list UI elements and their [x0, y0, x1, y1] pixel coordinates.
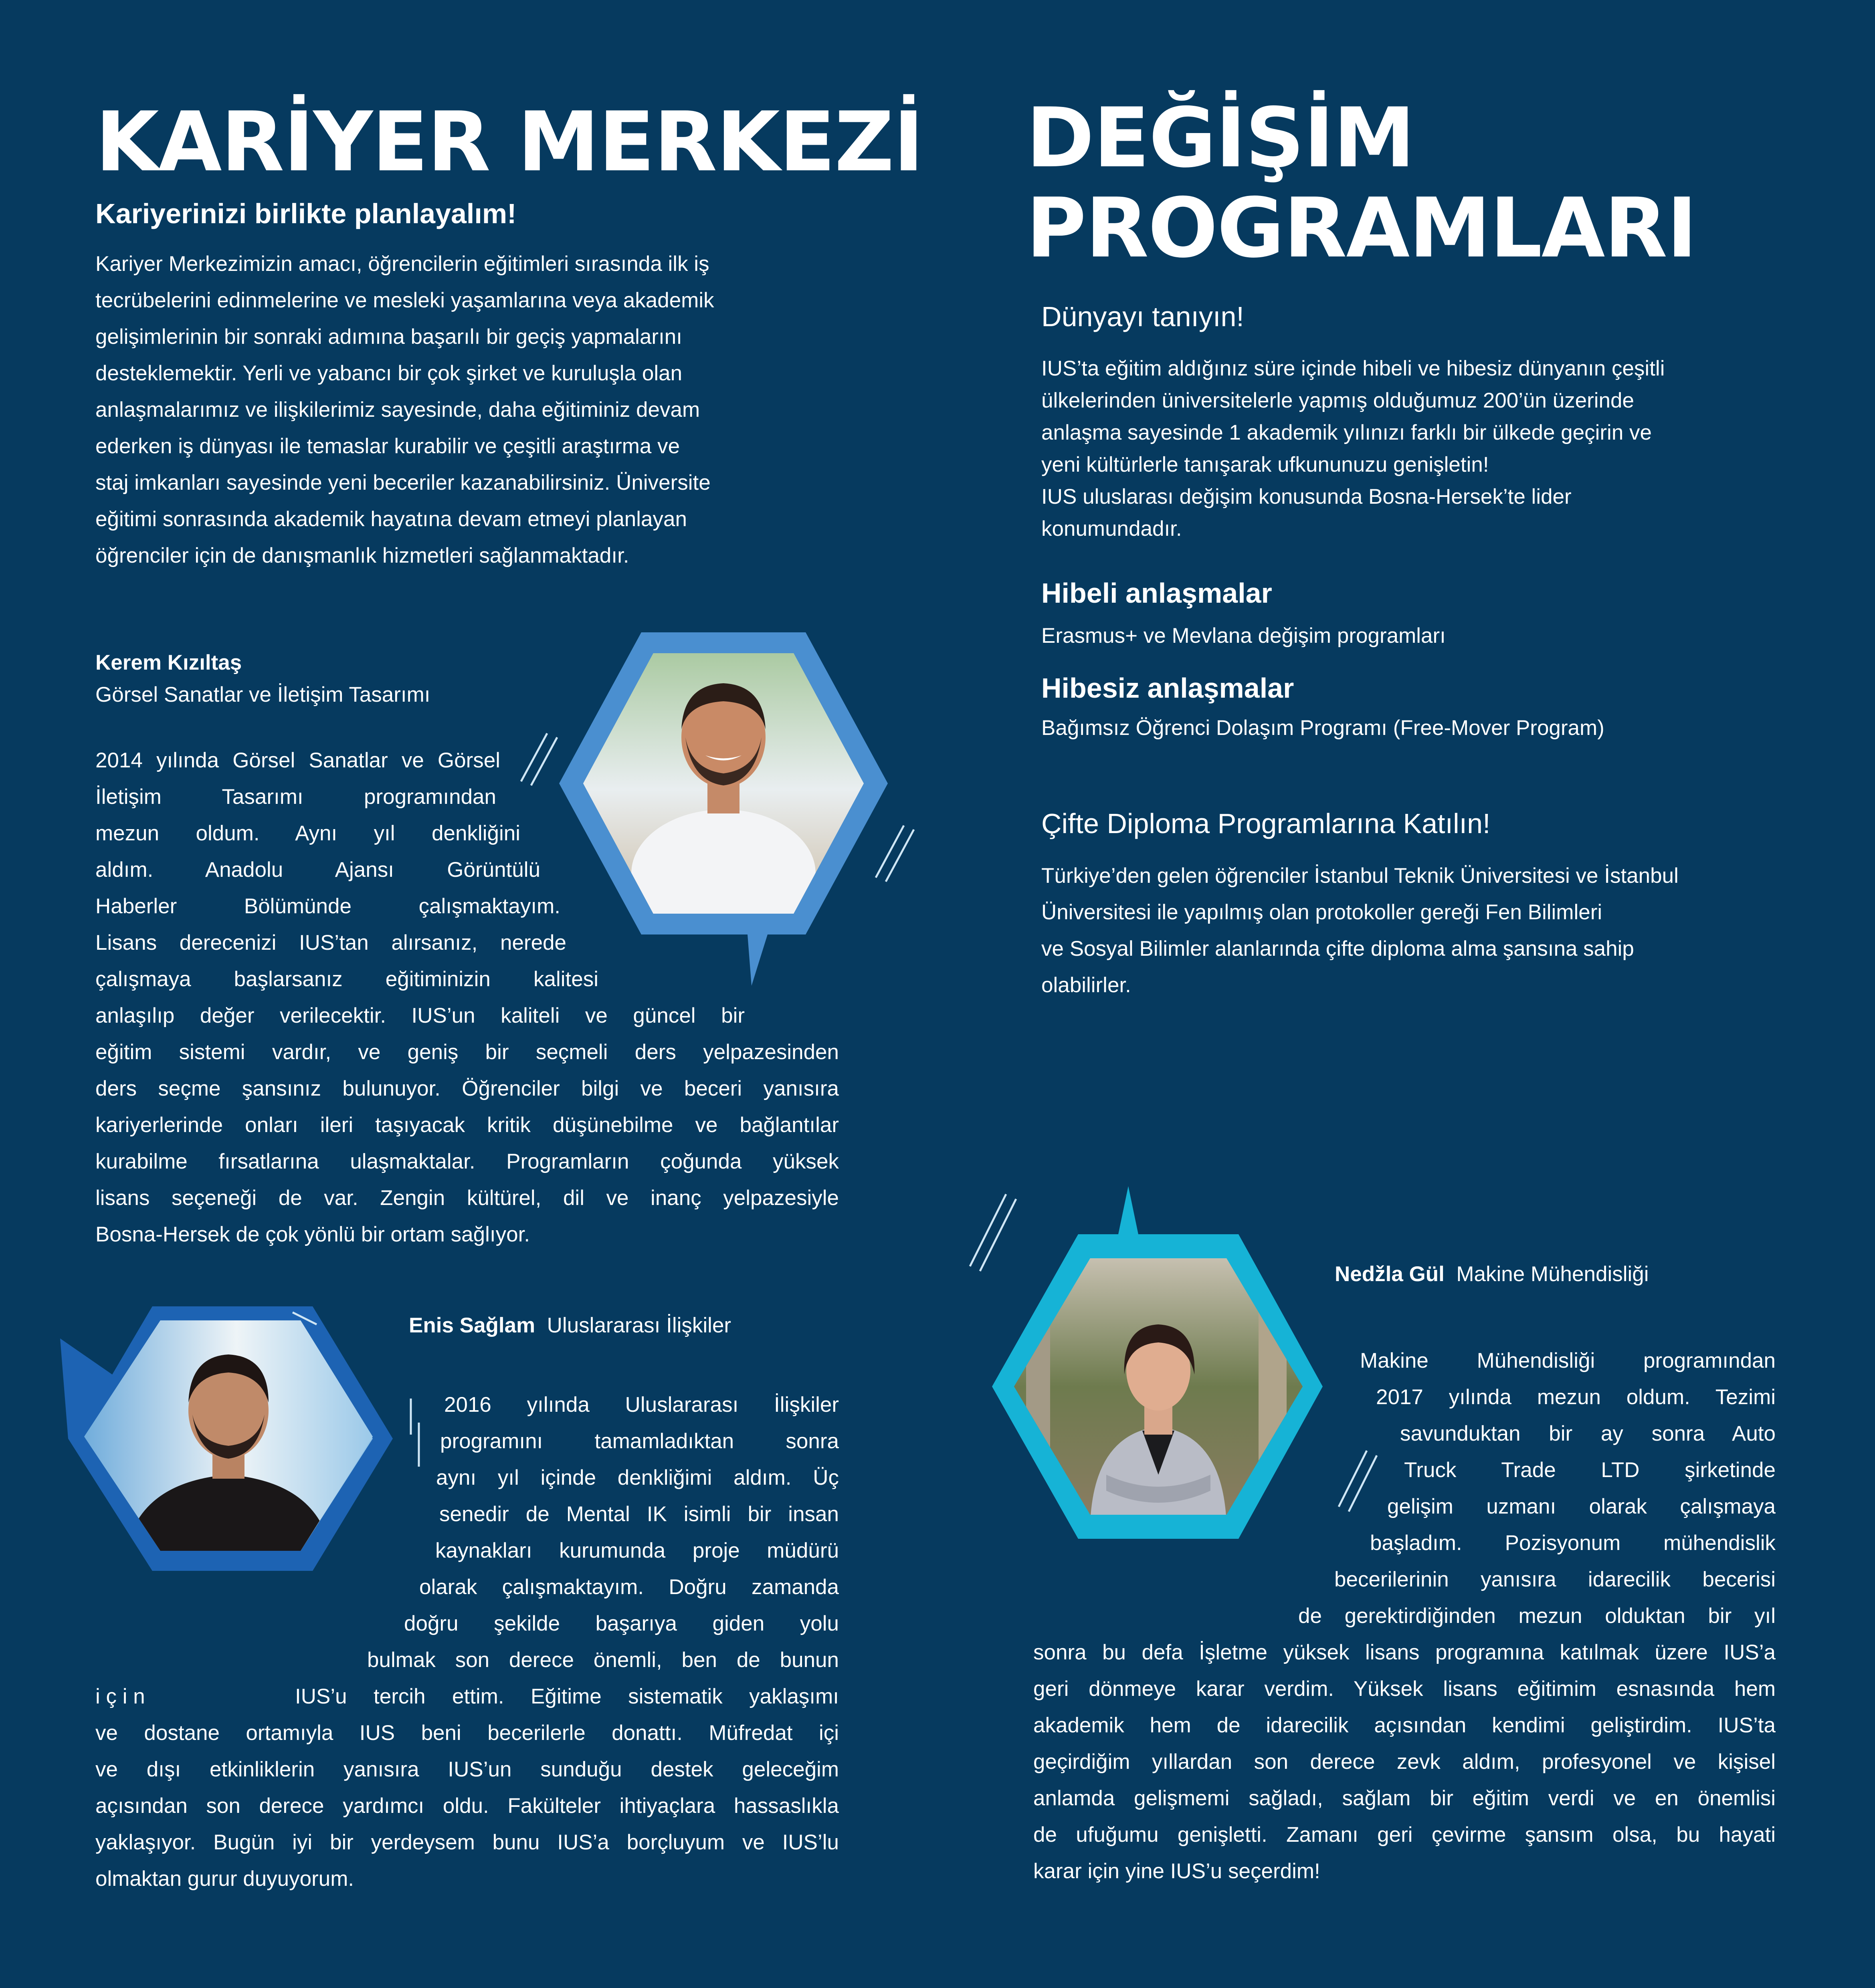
double-diploma-heading: Çifte Diploma Programlarına Katılın!: [1041, 808, 1491, 839]
right-page-title-line1: DEĞİŞİM: [1026, 91, 1414, 186]
left-subtitle: Kariyerinizi birlikte planlayalım!: [95, 198, 517, 229]
double-diploma-text: [1041, 858, 1783, 1003]
testimonial3-program: Makine Mühendisliği: [1456, 1262, 1649, 1286]
testimonial1-line: anlaşılıp değer verilecektir. IUS’un kaliteli ve güncel bir: [95, 1004, 745, 1027]
testimonial1-line: İletişim Tasarımı programından: [95, 785, 496, 809]
testimonial1-line: çalışmaya başlarsanız eğitiminizin kalitesi: [95, 967, 598, 991]
testimonial3-name: Nedžla Gül: [1335, 1262, 1445, 1286]
nongrant-text: Bağımsız Öğrenci Dolaşım Programı (Free-Mover Program): [1041, 716, 1604, 740]
intro-line: tecrübelerini edinmelerine ve mesleki yaşamlarına veya akademik: [95, 289, 714, 312]
intro-line: gelişimlerinin bir sonraki adımına başarılı bir geçiş yapmalarını: [95, 325, 682, 349]
double-line: Üniversitesi ile yapılmış olan protokoller gereği Fen Bilimleri: [1041, 900, 1602, 924]
intro-line: desteklemektir. Yerli ve yabancı bir çok şirket ve kuruluşla olan: [95, 361, 683, 385]
right-page-title-line2: PROGRAMLARI: [1026, 181, 1697, 276]
intro-line: konumundadır.: [1041, 517, 1182, 541]
testimonial3-line: Makine Mühendisliği programından: [1360, 1349, 1776, 1372]
testimonial2-name: Enis Sağlam: [409, 1314, 535, 1337]
testimonial2-line: bulmak son derece önemli, ben de bunun: [367, 1648, 839, 1672]
testimonial3-line: anlamda gelişmemi sağladı, sağlam bir eğitim verdi ve en önemlisi: [1033, 1786, 1776, 1810]
testimonial2-body: [95, 1387, 839, 1897]
testimonial3-line: savunduktan bir ay sonra Auto: [1400, 1422, 1776, 1445]
left-page-title: KARİYER MERKEZİ: [95, 95, 923, 190]
testimonial2-line-split: [95, 1678, 839, 1715]
testimonial3-line: Truck Trade LTD şirketinde: [1404, 1458, 1776, 1482]
intro-line: anlaşma sayesinde 1 akademik yılınızı farklı bir ülkede geçirin ve: [1041, 421, 1652, 444]
testimonial3-line: de ufuğumu genişletti. Zamanı geri çevirme şansım olsa, bu hayati: [1033, 1823, 1776, 1847]
intro-line: öğrenciler için de danışmanlık hizmetleri sağlanmaktadır.: [95, 544, 629, 567]
intro-line: ederken iş dünyası ile temaslar kurabilir ve çeşitli araştırma ve: [95, 434, 680, 458]
testimonial2-line: 2016 yılında Uluslararası İlişkiler: [444, 1393, 839, 1417]
double-line: Türkiye’den gelen öğrenciler İstanbul Teknik Üniversitesi ve İstanbul: [1041, 864, 1679, 888]
testimonial2-line: yaklaşıyor. Bugün iyi bir yerdeysem bunu IUS’a borçluyum ve IUS’lu: [95, 1831, 839, 1854]
testimonial3-line: akademik hem de idarecilik açısından kendimi geliştirdim. IUS’ta: [1033, 1714, 1776, 1737]
testimonial2-line: ve dışı etkinliklerin yanısıra IUS’un sunduğu destek geleceğim: [95, 1758, 839, 1781]
testimonial2-program: Uluslararası İlişkiler: [547, 1314, 731, 1337]
double-line: ve Sosyal Bilimler alanlarında çifte diploma alma şansına sahip: [1041, 937, 1634, 961]
testimonial1-line: Haberler Bölümünde çalışmaktayım.: [95, 894, 560, 918]
testimonial1-line: Bosna-Hersek de çok yönlü bir ortam sağlıyor.: [95, 1223, 530, 1246]
exchange-intro: [1041, 353, 1783, 545]
testimonial1-line: eğitim sistemi vardır, ve geniş bir seçmeli ders yelpazesinden: [95, 1040, 839, 1064]
testimonial2-line-word: i ç i n: [95, 1685, 145, 1708]
testimonial2-line: olarak çalışmaktayım. Doğru zamanda: [419, 1575, 839, 1599]
nongrant-heading: Hibesiz anlaşmalar: [1041, 672, 1294, 704]
testimonial2-line: kaynakları kurumunda proje müdürü: [435, 1539, 839, 1562]
testimonial2-line: olmaktan gurur duyuyorum.: [95, 1867, 354, 1891]
testimonial1-line: mezun oldum. Aynı yıl denkliğini: [95, 821, 520, 845]
intro-line: eğitimi sonrasında akademik hayatına devam etmeyi planlayan: [95, 507, 687, 531]
grant-heading: Hibeli anlaşmalar: [1041, 577, 1272, 609]
testimonial3-line: de gerektirdiğinden mezun olduktan bir yıl: [1298, 1604, 1776, 1628]
testimonial1-name: Kerem Kızıltaş: [95, 651, 242, 674]
testimonial1-line: 2014 yılında Görsel Sanatlar ve Görsel: [95, 749, 500, 772]
testimonial2-line: açısından son derece yardımcı oldu. Fakülteler ihtiyaçlara hassaslıkla: [95, 1794, 839, 1818]
testimonial3-line: gelişim uzmanı olarak çalışmaya: [1387, 1495, 1776, 1518]
testimonial1-line: kurabilme fırsatlarına ulaşmaktalar. Programların çoğunda yüksek: [95, 1150, 839, 1173]
testimonial1-line: ders seçme şansınız bulunuyor. Öğrenciler bilgi ve beceri yanısıra: [95, 1077, 839, 1100]
testimonial1-line: lisans seçeneği de var. Zengin kültürel, dil ve inanç yelpazesiyle: [95, 1186, 839, 1210]
testimonial3-line: 2017 yılında mezun oldum. Tezimi: [1376, 1385, 1776, 1409]
testimonial3-line: becerilerinin yanısıra idarecilik becerisi: [1334, 1568, 1776, 1591]
testimonial2-line: ve dostane ortamıyla IUS beni becerilerle donattı. Müfredat içi: [95, 1721, 839, 1745]
testimonial3-line: sonra bu defa İşletme yüksek lisans programına katılmak üzere IUS’a: [1033, 1641, 1776, 1664]
testimonial2-heading: [409, 1310, 731, 1342]
grant-text: Erasmus+ ve Mevlana değişim programları: [1041, 624, 1446, 648]
testimonial1-photo-frame: [503, 617, 944, 1006]
testimonial3-heading: [1335, 1258, 1649, 1290]
testimonial1-program: Görsel Sanatlar ve İletişim Tasarımı: [95, 683, 430, 706]
testimonial2-line: senedir de Mental IK isimli bir insan: [439, 1502, 839, 1526]
testimonial1-line: aldım. Anadolu Ajansı Görüntülü: [95, 858, 540, 882]
testimonial2-line: programını tamamladıktan sonra: [440, 1429, 839, 1453]
right-subtitle: Dünyayı tanıyın!: [1041, 301, 1244, 332]
intro-line: ülkelerinden üniversitelerle yapmış olduğumuz 200’ün üzerinde: [1041, 389, 1634, 412]
testimonial1-line: kariyerlerinde onları ileri taşıyacak kritik düşünebilme ve bağlantılar: [95, 1113, 839, 1137]
intro-line: yeni kültürlerle tanışarak ufkununuzu genişletin!: [1041, 453, 1489, 476]
intro-line: IUS uluslarası değişim konusunda Bosna-Hersek’te lider: [1041, 485, 1572, 509]
testimonial3-line: karar için yine IUS’u seçerdim!: [1033, 1859, 1320, 1883]
intro-line: staj imkanları sayesinde yeni beceriler kazanabilirsiniz. Üniversite: [95, 471, 711, 494]
intro-line: anlaşmalarımız ve ilişkilerimiz sayesinde, daha eğitiminiz devam: [95, 398, 700, 422]
intro-line: IUS’ta eğitim aldığınız süre içinde hibeli ve hibesiz dünyanın çeşitli: [1041, 357, 1665, 380]
career-intro: [95, 246, 837, 574]
intro-line: Kariyer Merkezimizin amacı, öğrencilerin eğitimleri sırasında ilk iş: [95, 252, 709, 276]
testimonial1-line: Lisans derecenizi IUS’tan alırsanız, nerede: [95, 931, 566, 955]
testimonial3-body: [1033, 1342, 1776, 1889]
testimonial2-line: IUS’u tercih ettim. Eğitime sistematik yaklaşımı: [295, 1685, 839, 1708]
testimonial3-line: başladım. Pozisyonum mühendislik: [1370, 1531, 1776, 1555]
testimonial2-line: doğru şekilde başarıya giden yolu: [404, 1612, 839, 1635]
double-line: olabilirler.: [1041, 973, 1131, 997]
testimonial3-line: geri dönmeye karar verdim. Yüksek lisans eğitimim esnasında hem: [1033, 1677, 1776, 1701]
testimonial3-line: geçirdiğim yıllardan son derece zevk aldım, profesyonel ve kişisel: [1033, 1750, 1776, 1774]
testimonial2-line: aynı yıl içinde denkliğimi aldım. Üç: [436, 1466, 839, 1489]
